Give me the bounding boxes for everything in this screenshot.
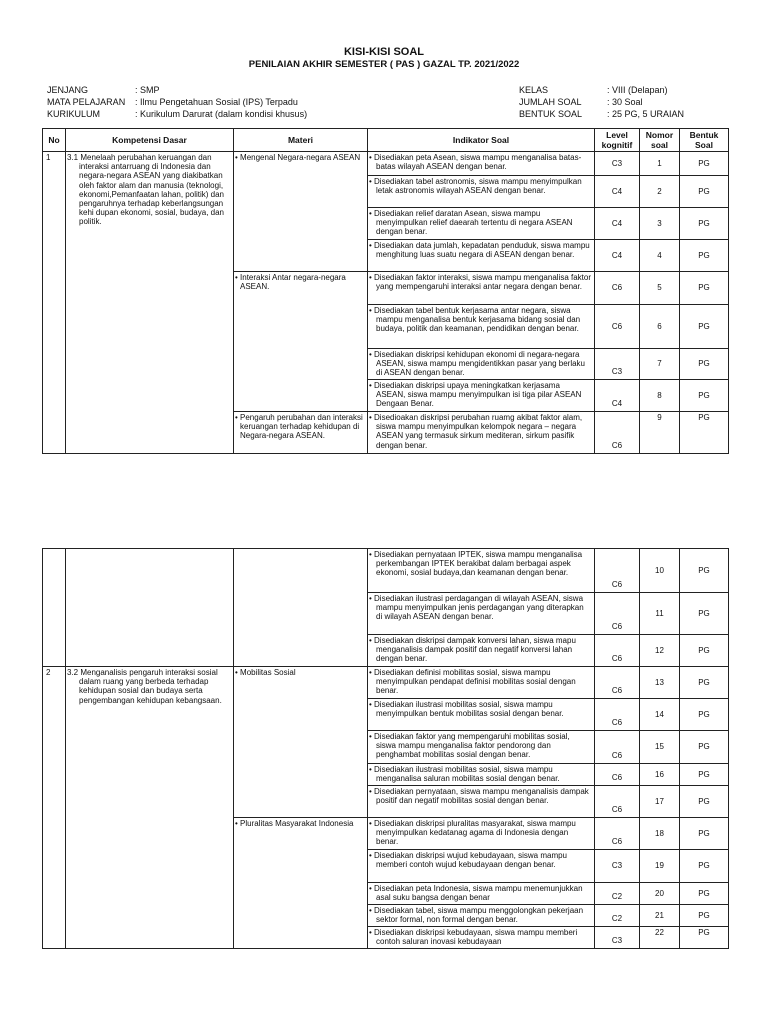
level-cell: C6 bbox=[595, 764, 640, 786]
indikator-cell: • Disediakan relief daratan Asean, siswa mampu menyimpulkan relief daearah tertentu di negara ASEAN dengan benar. bbox=[368, 208, 595, 240]
level-cell: C6 bbox=[595, 818, 640, 850]
row-number: 2 bbox=[43, 667, 66, 949]
nomor-cell: 10 bbox=[640, 549, 680, 593]
document-subtitle: PENILAIAN AKHIR SEMESTER ( PAS ) GAZAL TP. 2021/2022 bbox=[248, 59, 520, 70]
col-header-level: Level kognitif bbox=[595, 129, 640, 152]
meta-label: MATA PELAJARAN bbox=[47, 97, 126, 107]
indikator-cell: • Disedioakan diskripsi perubahan ruamg akibat faktor alam, siswa mampu menyimpulkan kelompok negara – negara ASEAN yang termasuk sirkum mediteran, sirkum pasifik dengan benar. bbox=[368, 412, 595, 454]
table-header-row bbox=[43, 129, 729, 152]
indikator-cell: • Disediakan ilustrasi perdagangan di wilayah ASEAN, siswa mampu menyimpulkan jenis perdagangan yang diterapkan di wilayah ASEAN dengan benar. bbox=[368, 593, 595, 635]
level-cell: C3 bbox=[595, 850, 640, 883]
bentuk-cell: PG bbox=[680, 635, 729, 667]
kompetensi-dasar: 3.2 Menganalisis pengaruh interaksi sosial dalam ruang yang berbeda terhadap kehidupan sosial dan budaya serta pengembangan kehidupan kebangsaan. bbox=[66, 667, 234, 949]
kisi-table-page-1 bbox=[42, 128, 729, 454]
level-cell: C4 bbox=[595, 208, 640, 240]
nomor-cell: 12 bbox=[640, 635, 680, 667]
bentuk-cell: PG bbox=[680, 208, 729, 240]
indikator-cell: • Disediakan tabel, siswa mampu menggolongkan pekerjaan sektor formal, non formal dengan benar. bbox=[368, 905, 595, 927]
bentuk-cell: PG bbox=[680, 272, 729, 305]
nomor-cell: 3 bbox=[640, 208, 680, 240]
meta-label: JUMLAH SOAL bbox=[519, 97, 582, 107]
meta-value: : Kurikulum Darurat (dalam kondisi khusus) bbox=[135, 109, 308, 119]
indikator-cell: • Disediakan diskripsi wujud kebudayaan, siswa mampu memberi contoh wujud kebudayaan dengan benar. bbox=[368, 850, 595, 883]
level-cell: C6 bbox=[595, 593, 640, 635]
level-cell: C6 bbox=[595, 731, 640, 764]
row-number-empty bbox=[43, 549, 66, 667]
nomor-cell: 17 bbox=[640, 786, 680, 818]
nomor-cell: 8 bbox=[640, 380, 680, 412]
nomor-cell: 5 bbox=[640, 272, 680, 305]
nomor-cell: 15 bbox=[640, 731, 680, 764]
indikator-cell: • Disediakan peta Indonesia, siswa mampu menemunjukkan asal suku bangsa dengan benar bbox=[368, 883, 595, 905]
meta-label: KURIKULUM bbox=[47, 109, 101, 119]
kompetensi-dasar-empty bbox=[66, 549, 234, 667]
indikator-cell: • Disediakan diskripsi pluralitas masyarakat, siswa mampu menyimpulkan kedatanag agama di Indonesia dengan benar. bbox=[368, 818, 595, 850]
table-row bbox=[43, 152, 729, 176]
bentuk-cell: PG bbox=[680, 764, 729, 786]
bentuk-cell: PG bbox=[680, 699, 729, 731]
indikator-cell: • Disediakan definisi mobilitas sosial, siswa mampu menyimpulkan pendapat definisi mobilitas sosial dengan benar. bbox=[368, 667, 595, 699]
level-cell: C3 bbox=[595, 927, 640, 949]
bentuk-cell: PG bbox=[680, 883, 729, 905]
nomor-cell: 9 bbox=[640, 412, 680, 454]
level-cell: C4 bbox=[595, 240, 640, 272]
materi-cell: • Mobilitas Sosial bbox=[234, 667, 368, 818]
col-header-no: No bbox=[43, 129, 66, 152]
level-cell: C6 bbox=[595, 667, 640, 699]
indikator-cell: • Disediakan data jumlah, kepadatan penduduk, siswa mampu menghitung luas suatu negara di ASEAN dengan benar. bbox=[368, 240, 595, 272]
col-header-indikator: Indikator Soal bbox=[368, 129, 595, 152]
row-number: 1 bbox=[43, 152, 66, 454]
level-cell: C6 bbox=[595, 412, 640, 454]
level-cell: C3 bbox=[595, 152, 640, 176]
nomor-cell: 4 bbox=[640, 240, 680, 272]
col-header-nomor: Nomor soal bbox=[640, 129, 680, 152]
materi-cell: • Mengenal Negara-negara ASEAN bbox=[234, 152, 368, 272]
nomor-cell: 7 bbox=[640, 349, 680, 380]
level-cell: C4 bbox=[595, 380, 640, 412]
indikator-cell: • Disediakan diskripsi upaya meningkatkan kerjasama ASEAN, siswa mampu menyimpulkan isi tiga pilar ASEAN Dengaan Benar. bbox=[368, 380, 595, 412]
bentuk-cell: PG bbox=[680, 412, 729, 454]
level-cell: C6 bbox=[595, 272, 640, 305]
bentuk-cell: PG bbox=[680, 667, 729, 699]
bentuk-cell: PG bbox=[680, 731, 729, 764]
meta-value: : 25 PG, 5 URAIAN bbox=[607, 109, 685, 119]
level-cell: C6 bbox=[595, 305, 640, 349]
materi-cell: • Pengaruh perubahan dan interaksi keruangan terhadap kehidupan di Negara-negara ASEAN. bbox=[234, 412, 368, 454]
meta-right bbox=[519, 84, 684, 120]
nomor-cell: 22 bbox=[640, 927, 680, 949]
bentuk-cell: PG bbox=[680, 786, 729, 818]
level-cell: C2 bbox=[595, 883, 640, 905]
nomor-cell: 19 bbox=[640, 850, 680, 883]
indikator-cell: • Disediakan peta Asean, siswa mampu menganalisa batas- batas wilayah ASEAN dengan benar. bbox=[368, 152, 595, 176]
nomor-cell: 20 bbox=[640, 883, 680, 905]
indikator-cell: • Disediakan ilustrasi mobilitas sosial, siswa mampu menyimpulkan bentuk mobilitas sosial dengan benar. bbox=[368, 699, 595, 731]
bentuk-cell: PG bbox=[680, 927, 729, 949]
col-header-kd: Kompetensi Dasar bbox=[66, 129, 234, 152]
indikator-cell: • Disediakan diskripsi kebudayaan, siswa mampu memberi contoh saluran inovasi kebudayaan bbox=[368, 927, 595, 949]
level-cell: C4 bbox=[595, 176, 640, 208]
indikator-cell: • Disediakan tabel astronomis, siswa mampu menyimpulkan letak astronomis wilayah ASEAN dengan benar. bbox=[368, 176, 595, 208]
indikator-cell: • Disediakan pernyataan, siswa mampu menganalisis dampak positif dan negatif mobilitas sosial dengan benar. bbox=[368, 786, 595, 818]
bentuk-cell: PG bbox=[680, 593, 729, 635]
indikator-cell: • Disediakan diskripsi dampak konversi lahan, siswa mapu menganalisis dampak positif dan negatif konversi lahan dengan benar. bbox=[368, 635, 595, 667]
nomor-cell: 16 bbox=[640, 764, 680, 786]
nomor-cell: 13 bbox=[640, 667, 680, 699]
nomor-cell: 6 bbox=[640, 305, 680, 349]
level-cell: C3 bbox=[595, 349, 640, 380]
bentuk-cell: PG bbox=[680, 850, 729, 883]
bentuk-cell: PG bbox=[680, 240, 729, 272]
materi-cell-empty bbox=[234, 549, 368, 667]
col-header-bentuk: Bentuk Soal bbox=[680, 129, 729, 152]
bentuk-cell: PG bbox=[680, 380, 729, 412]
nomor-cell: 14 bbox=[640, 699, 680, 731]
nomor-cell: 2 bbox=[640, 176, 680, 208]
meta-value: : VIII (Delapan) bbox=[607, 85, 668, 95]
nomor-cell: 18 bbox=[640, 818, 680, 850]
indikator-cell: • Disediakan diskripsi kehidupan ekonomi di negara-negara ASEAN, siswa mampu mengidentikkan pasar yang berlaku di ASEAN dengan benar. bbox=[368, 349, 595, 380]
bentuk-cell: PG bbox=[680, 349, 729, 380]
bentuk-cell: PG bbox=[680, 818, 729, 850]
indikator-cell: • Disediakan pernyataan IPTEK, siswa mampu menganalisa perkembangan IPTEK berakibat dalam berbagai aspek ekonomi, sosial budaya,dan keamanan dengan benar. bbox=[368, 549, 595, 593]
level-cell: C6 bbox=[595, 635, 640, 667]
bentuk-cell: PG bbox=[680, 905, 729, 927]
bentuk-cell: PG bbox=[680, 176, 729, 208]
kompetensi-dasar: 3.1 Menelaah perubahan keruangan dan interaksi antarruang di Indonesia dan negara-negara ASEAN yang diakibatkan oleh faktor alam dan manusia (teknologi, ekonomi,Pemanfaatan lahan, politik) dan pengaruhnya terhadap keberlangsungan kehi dupan ekonomi, sosial, budaya, dan politik. bbox=[66, 152, 234, 454]
nomor-cell: 11 bbox=[640, 593, 680, 635]
materi-cell: • Pluralitas Masyarakat Indonesia bbox=[234, 818, 368, 949]
meta-left bbox=[47, 84, 307, 120]
meta-value: : 30 Soal bbox=[607, 97, 643, 107]
meta-label: JENJANG bbox=[47, 85, 89, 95]
table-row bbox=[43, 549, 729, 593]
level-cell: C6 bbox=[595, 699, 640, 731]
indikator-cell: • Disediakan faktor yang mempengaruhi mobilitas sosial, siswa mampu menganalisa faktor pendorong dan penghambat mobilitas sosial dengan benar. bbox=[368, 731, 595, 764]
level-cell: C6 bbox=[595, 786, 640, 818]
document-title: KISI-KISI SOAL bbox=[343, 46, 425, 58]
level-cell: C6 bbox=[595, 549, 640, 593]
bentuk-cell: PG bbox=[680, 152, 729, 176]
level-cell: C2 bbox=[595, 905, 640, 927]
bentuk-cell: PG bbox=[680, 305, 729, 349]
indikator-cell: • Disediakan tabel bentuk kerjasama antar negara, siswa mampu menganalisa bentuk kerjasama bidang sosial dan budaya, politik dan keamanan, pendidikan dengan benar. bbox=[368, 305, 595, 349]
meta-label: KELAS bbox=[519, 85, 549, 95]
table-row bbox=[43, 667, 729, 699]
meta-label: BENTUK SOAL bbox=[519, 109, 583, 119]
meta-value: : SMP bbox=[135, 85, 160, 95]
bentuk-cell: PG bbox=[680, 549, 729, 593]
indikator-cell: • Disediakan ilustrasi mobilitas sosial, siswa mampu menganalisa saluran mobilitas sosial dengan benar. bbox=[368, 764, 595, 786]
kisi-table-page-2 bbox=[42, 548, 729, 949]
col-header-materi: Materi bbox=[234, 129, 368, 152]
materi-cell: • Interaksi Antar negara-negara ASEAN. bbox=[234, 272, 368, 412]
nomor-cell: 1 bbox=[640, 152, 680, 176]
indikator-cell: • Disediakan faktor interaksi, siswa mampu menganalisa faktor yang mempengaruhi interaksi antar negara dengan benar. bbox=[368, 272, 595, 305]
meta-value: : Ilmu Pengetahuan Sosial (IPS) Terpadu bbox=[135, 97, 298, 107]
nomor-cell: 21 bbox=[640, 905, 680, 927]
